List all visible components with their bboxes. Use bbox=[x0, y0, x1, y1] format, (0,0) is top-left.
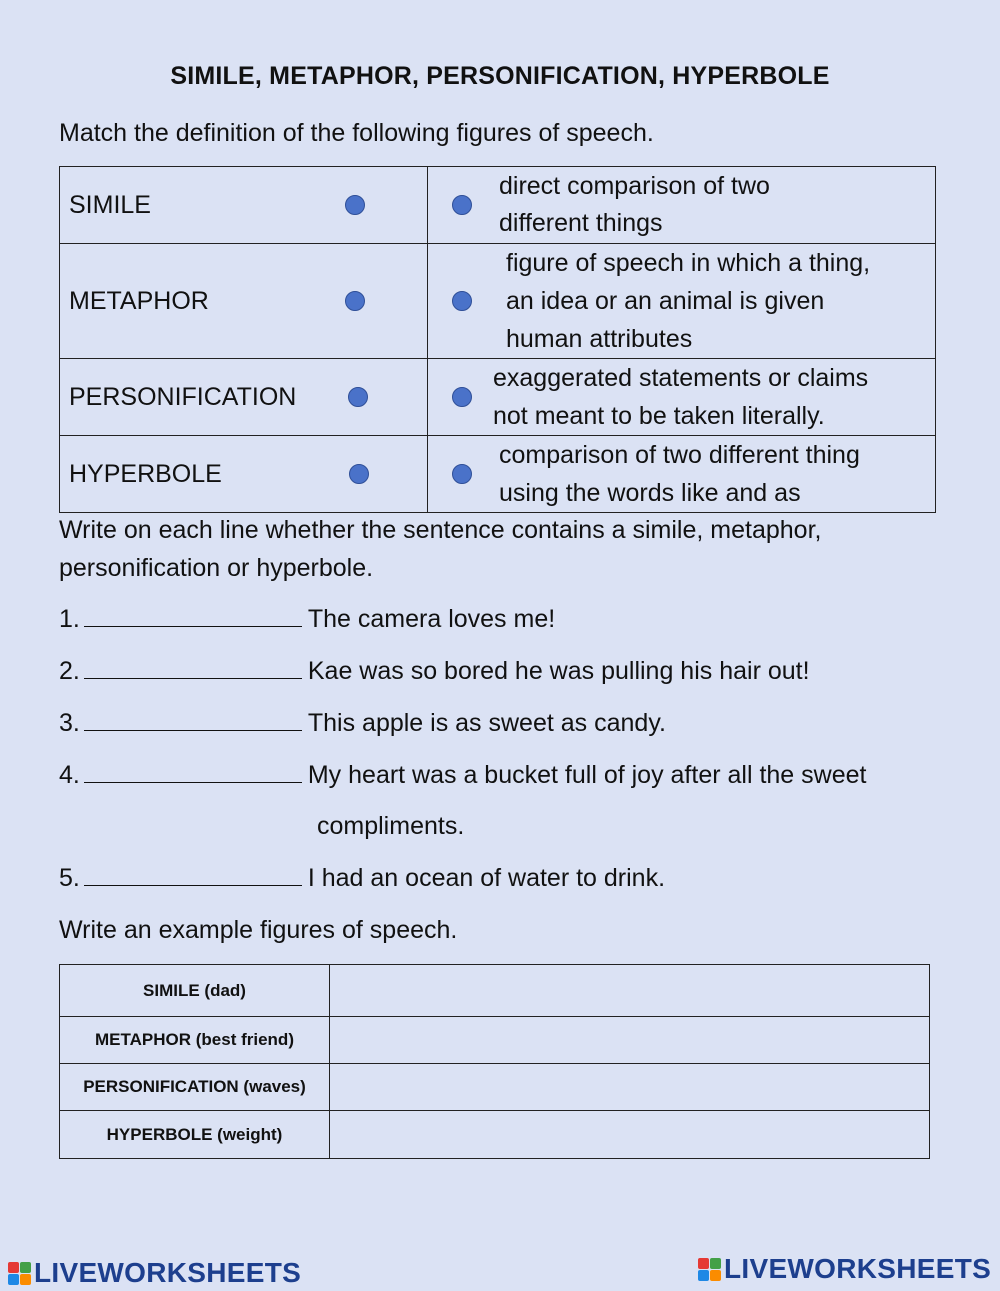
match-row bbox=[60, 167, 936, 244]
example-answer-metaphor[interactable] bbox=[330, 1017, 930, 1064]
write-instruction-line2: personification or hyperbole. bbox=[59, 554, 374, 582]
match-instruction: Match the definition of the following figures of speech. bbox=[59, 119, 654, 147]
match-row bbox=[60, 359, 936, 436]
term-dot-metaphor[interactable] bbox=[345, 291, 365, 311]
sentence-item bbox=[59, 656, 810, 686]
example-answer-hyperbole[interactable] bbox=[330, 1111, 930, 1159]
logo-text: LIVEWORKSHEETS bbox=[34, 1257, 302, 1288]
match-term-cell bbox=[60, 359, 428, 436]
sentence-item bbox=[59, 760, 866, 790]
match-def-4: comparison of two different thing using the words like and as bbox=[499, 441, 860, 507]
match-term-metaphor: METAPHOR bbox=[69, 286, 209, 315]
sentence-text: Kae was so bored he was pulling his hair out! bbox=[307, 657, 810, 685]
example-row bbox=[60, 965, 930, 1017]
sentence-item bbox=[59, 708, 666, 738]
page-title: SIMILE, METAPHOR, PERSONIFICATION, HYPERBOLE bbox=[170, 62, 830, 90]
sentence-number: 3. bbox=[59, 709, 80, 737]
term-dot-simile[interactable] bbox=[345, 195, 365, 215]
example-answer-simile[interactable] bbox=[330, 965, 930, 1017]
match-def-cell bbox=[428, 436, 936, 513]
example-table bbox=[59, 964, 930, 1159]
match-def-2: figure of speech in which a thing, an idea or an animal is given human attributes bbox=[506, 249, 871, 353]
sentence-text: My heart was a bucket full of joy after all the sweet bbox=[307, 761, 867, 789]
logo-text: LIVEWORKSHEETS bbox=[724, 1253, 992, 1284]
match-term-cell bbox=[60, 244, 428, 359]
example-label: METAPHOR (best friend) bbox=[60, 1017, 330, 1064]
sentence-number: 5. bbox=[59, 864, 80, 892]
match-def-cell bbox=[428, 167, 936, 244]
match-def-cell bbox=[428, 244, 936, 359]
answer-line-3[interactable] bbox=[84, 708, 302, 731]
logo-icon bbox=[8, 1262, 31, 1285]
example-row bbox=[60, 1111, 930, 1159]
answer-line-2[interactable] bbox=[84, 656, 302, 679]
term-dot-personification[interactable] bbox=[348, 387, 368, 407]
def-dot-2[interactable] bbox=[452, 291, 472, 311]
liveworksheets-logo-left bbox=[8, 1257, 301, 1289]
match-term-personification: PERSONIFICATION bbox=[69, 382, 297, 411]
sentence-text: I had an ocean of water to drink. bbox=[307, 864, 666, 892]
logo-icon bbox=[698, 1258, 721, 1281]
example-label: SIMILE (dad) bbox=[60, 965, 330, 1017]
match-row bbox=[60, 244, 936, 359]
liveworksheets-logo-right bbox=[698, 1253, 991, 1285]
match-def-cell bbox=[428, 359, 936, 436]
sentence-item bbox=[59, 863, 665, 893]
example-instruction: Write an example figures of speech. bbox=[59, 916, 458, 944]
match-term-hyperbole: HYPERBOLE bbox=[69, 459, 222, 488]
sentence-text: The camera loves me! bbox=[307, 605, 556, 633]
sentence-number: 1. bbox=[59, 605, 80, 633]
def-dot-3[interactable] bbox=[452, 387, 472, 407]
example-label: HYPERBOLE (weight) bbox=[60, 1111, 330, 1159]
answer-line-4[interactable] bbox=[84, 760, 302, 783]
sentence-number: 2. bbox=[59, 657, 80, 685]
match-def-1: direct comparison of two different things bbox=[499, 172, 770, 237]
example-label: PERSONIFICATION (waves) bbox=[60, 1064, 330, 1111]
sentence-item bbox=[59, 604, 555, 634]
sentence-text: This apple is as sweet as candy. bbox=[307, 709, 666, 737]
answer-line-1[interactable] bbox=[84, 604, 302, 627]
sentence-continuation: compliments. bbox=[317, 812, 465, 840]
match-def-3: exaggerated statements or claims not meant to be taken literally. bbox=[493, 364, 869, 430]
example-answer-personification[interactable] bbox=[330, 1064, 930, 1111]
def-dot-4[interactable] bbox=[452, 464, 472, 484]
match-term-simile: SIMILE bbox=[69, 190, 151, 219]
match-row bbox=[60, 436, 936, 513]
match-term-cell bbox=[60, 167, 428, 244]
term-dot-hyperbole[interactable] bbox=[349, 464, 369, 484]
example-row bbox=[60, 1064, 930, 1111]
example-row bbox=[60, 1017, 930, 1064]
sentence-number: 4. bbox=[59, 761, 80, 789]
matching-table bbox=[59, 166, 936, 513]
match-term-cell bbox=[60, 436, 428, 513]
def-dot-1[interactable] bbox=[452, 195, 472, 215]
answer-line-5[interactable] bbox=[84, 863, 302, 886]
write-instruction-line1: Write on each line whether the sentence contains a simile, metaphor, bbox=[59, 516, 822, 544]
